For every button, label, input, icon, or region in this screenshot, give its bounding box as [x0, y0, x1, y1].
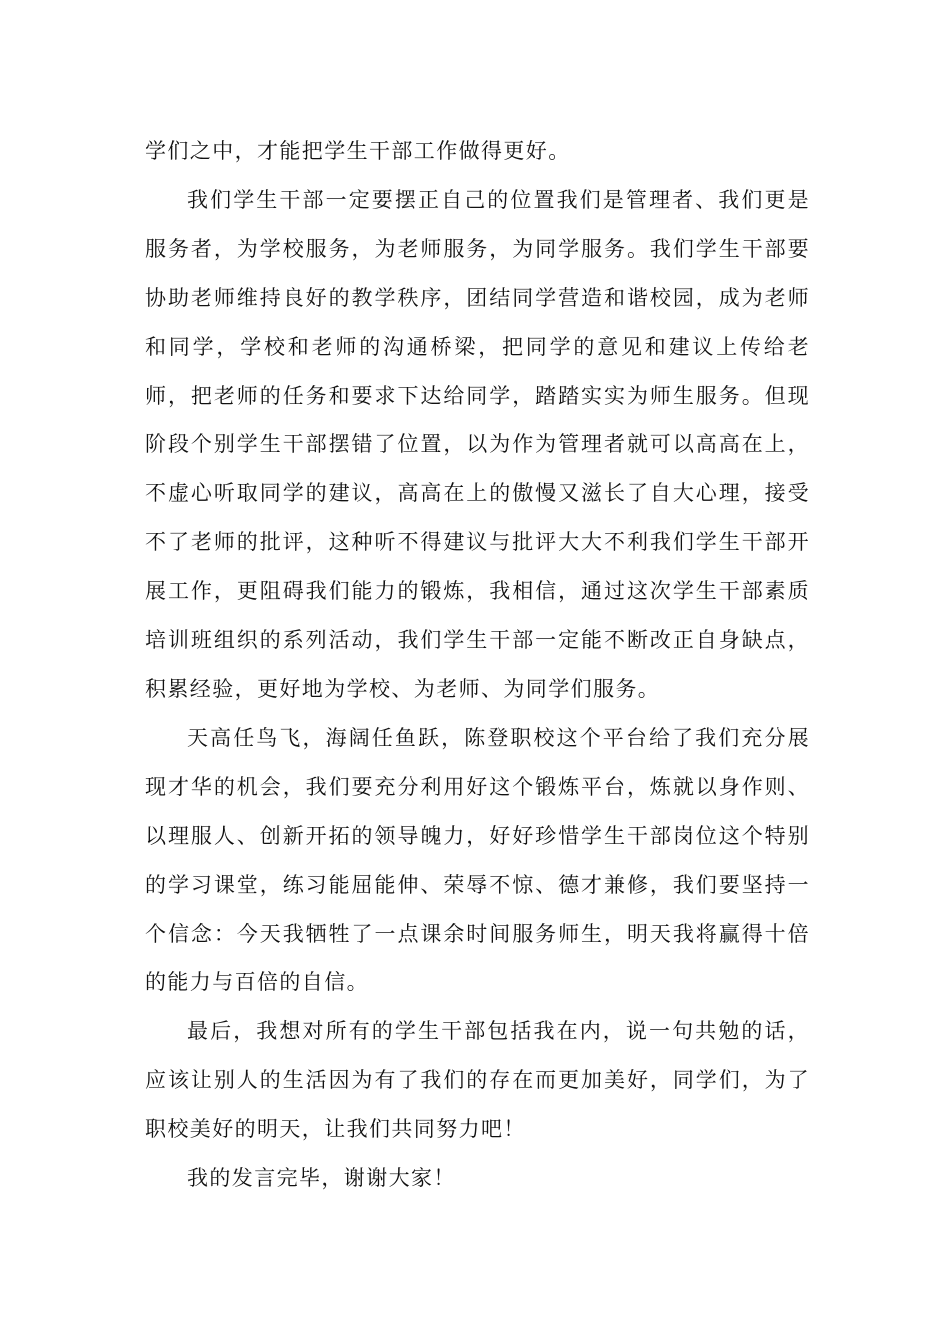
- paragraph-closing-words: 最后，我想对所有的学生干部包括我在内，说一句共勉的话，应该让别人的生活因为有了我们的存在而更加美好，同学们，为了职校美好的明天，让我们共同努力吧！: [145, 1019, 810, 1142]
- paragraph-position: 我们学生干部一定要摆正自己的位置我们是管理者、我们更是服务者，为学校服务，为老师服务，为同学服务。我们学生干部要协助老师维持良好的教学秩序，团结同学营造和谐校园，成为老师和同学，学校和老师的沟通桥梁，把同学的意见和建议上传给老师，把老师的任务和要求下达给同学，踏踏实实为师生服务。但现阶段个别学生干部摆错了位置，以为作为管理者就可以高高在上，不虚心听取同学的建议，高高在上的傲慢又滋长了自大心理，接受不了老师的批评，这种听不得建议与批评大大不利我们学生干部开展工作，更阻碍我们能力的锻炼，我相信，通过这次学生干部素质培训班组织的系列活动，我们学生干部一定能不断改正自身缺点，积累经验，更好地为学校、为老师、为同学们服务。: [145, 187, 810, 701]
- paragraph-thanks: 我的发言完毕，谢谢大家！: [187, 1166, 456, 1191]
- document-body: [145, 127, 810, 1203]
- paragraph-platform: 天高任鸟飞，海阔任鱼跃，陈登职校这个平台给了我们充分展现才华的机会，我们要充分利用好这个锻炼平台，炼就以身作则、以理服人、创新开拓的领导魄力，好好珍惜学生干部岗位这个特别的学习课堂，练习能屈能伸、荣辱不惊、德才兼修，我们要坚持一个信念：今天我牺牲了一点课余时间服务师生，明天我将赢得十倍的能力与百倍的自信。: [145, 725, 810, 995]
- paragraph-continuation: 学们之中，才能把学生干部工作做得更好。: [145, 139, 571, 163]
